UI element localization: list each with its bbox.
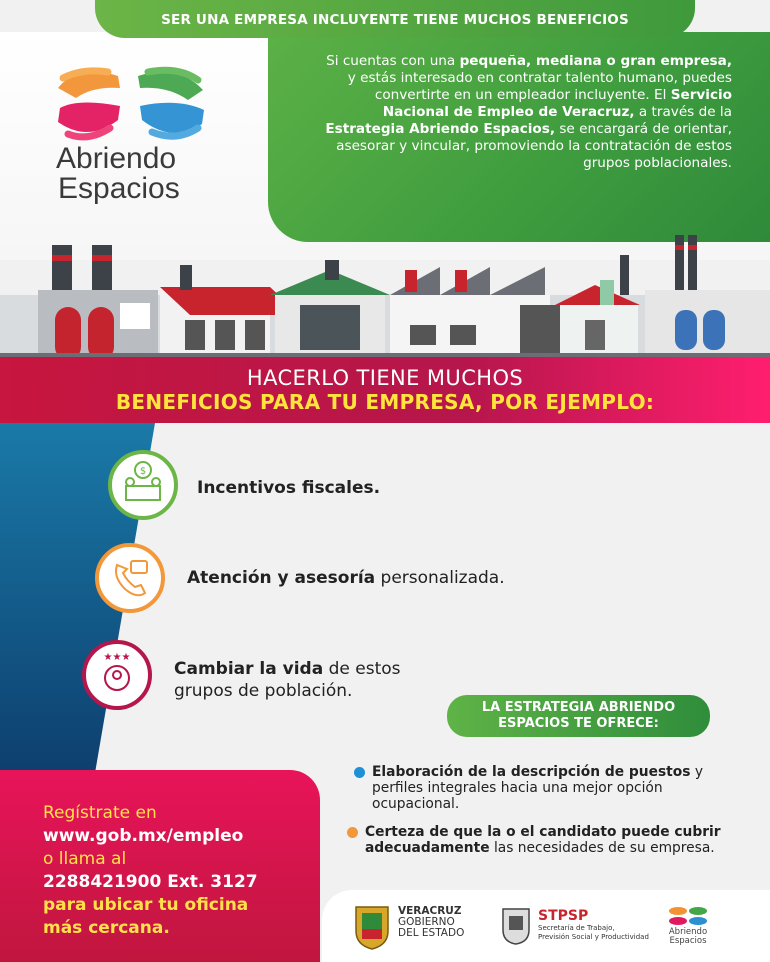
benefits-header: [0, 357, 770, 423]
offer-line3: ocupacional.: [372, 796, 460, 812]
cta-call-label: o llama al: [43, 849, 127, 869]
cta-register-label: Regístrate en: [43, 803, 157, 823]
offer-bold: adecuadamente: [365, 840, 490, 856]
svg-text:★★★: ★★★: [103, 652, 131, 663]
hands-icon: [48, 58, 218, 148]
offer-rest: las necesidades de su empresa.: [489, 840, 715, 856]
strategy-badge: [447, 695, 710, 737]
intro-text: se encargará de orientar, asesorar y vincular, promoviendo la contratación de estos grupos poblacionales.: [336, 121, 732, 171]
benefit-incentives: [197, 478, 380, 498]
benefit-change-lives: [174, 658, 401, 702]
intro-bold: pequeña, mediana o gran empresa,: [459, 53, 732, 69]
cta-phone-number[interactable]: 2288421900 Ext. 3127: [43, 872, 258, 892]
cta-office-line2: más cercana.: [43, 918, 170, 938]
offer-bold: Elaboración de la descripción de puestos: [372, 764, 691, 780]
incentives-icon: [108, 450, 178, 520]
veracruz-line3: DEL ESTADO: [398, 927, 465, 939]
stpsp-emblem-icon: [500, 906, 532, 946]
stpsp-line1: Secretaría de Trabajo,: [538, 924, 615, 932]
strategy-line2: ESPACIOS TE OFRECE:: [498, 716, 659, 731]
benefit-bold: Cambiar la vida: [174, 659, 324, 679]
strategy-line1: LA ESTRATEGIA ABRIENDO: [481, 700, 676, 715]
offer-line2: perfiles integrales hacia una mejor opción: [372, 780, 663, 796]
abriendo-espacios-logo: [48, 58, 218, 208]
intro-bold: Estrategia Abriendo Espacios,: [325, 121, 556, 137]
benefit-bold: Incentivos fiscales.: [197, 478, 381, 498]
stpsp-logo-text: [538, 908, 649, 942]
bullet-blue: [354, 767, 365, 778]
offer-bold: Certeza de que la o el candidato puede cubrir: [365, 824, 721, 840]
veracruz-shield-icon: [352, 903, 392, 951]
veracruz-logo-text: [398, 906, 464, 939]
phone-advice-icon: [95, 543, 165, 613]
benefit-rest: personalizada.: [375, 568, 505, 588]
benefit-advice: [187, 568, 505, 588]
benefit-rest: de estos: [323, 659, 401, 679]
award-icon: [82, 640, 152, 710]
veracruz-line1: VERACRUZ: [398, 905, 462, 917]
benefit-line2: grupos de población.: [174, 681, 353, 701]
stpsp-line2: Previsión Social y Productividad: [538, 933, 649, 941]
benefit-bold: Atención y asesoría: [187, 568, 376, 588]
benefits-header-line1: HACERLO TIENE MUCHOS: [246, 366, 524, 390]
benefits-header-line2: BENEFICIOS PARA TU EMPRESA, POR EJEMPLO:: [115, 390, 655, 414]
svg-text:$: $: [139, 466, 147, 477]
abriendo-espacios-small-icon: [668, 905, 708, 927]
abriendo-espacios-small-text: [666, 928, 710, 946]
intro-text: y estás interesado en contratar talento humano, puedes convertirte en un empleador incluyente. El: [347, 70, 732, 103]
small-logo-line2: Espacios: [669, 936, 707, 946]
logo-word-abriendo: Abriendo: [56, 142, 177, 175]
intro-paragraph: [320, 53, 732, 172]
stpsp-title: STPSP: [538, 908, 589, 924]
intro-bold: Servicio Nacional de Empleo de Veracruz,: [382, 87, 732, 120]
cta-text: [43, 802, 303, 940]
offer-candidate-certainty: [365, 824, 755, 856]
logo-word-espacios: Espacios: [58, 172, 180, 205]
factory-illustration: [0, 235, 770, 360]
intro-text: Si cuentas con una: [326, 53, 460, 69]
offer-rest: y: [690, 764, 704, 780]
bullet-orange: [347, 827, 358, 838]
offer-job-description: [372, 764, 732, 812]
intro-text: a través de la: [634, 104, 732, 120]
cta-website-link[interactable]: www.gob.mx/empleo: [43, 826, 244, 846]
top-banner-title: SER UNA EMPRESA INCLUYENTE TIENE MUCHOS BENEFICIOS: [95, 0, 695, 38]
cta-office-line1: para ubicar tu oficina: [43, 895, 249, 915]
veracruz-line2: GOBIERNO: [398, 916, 455, 928]
small-logo-line1: Abriendo: [668, 927, 708, 937]
